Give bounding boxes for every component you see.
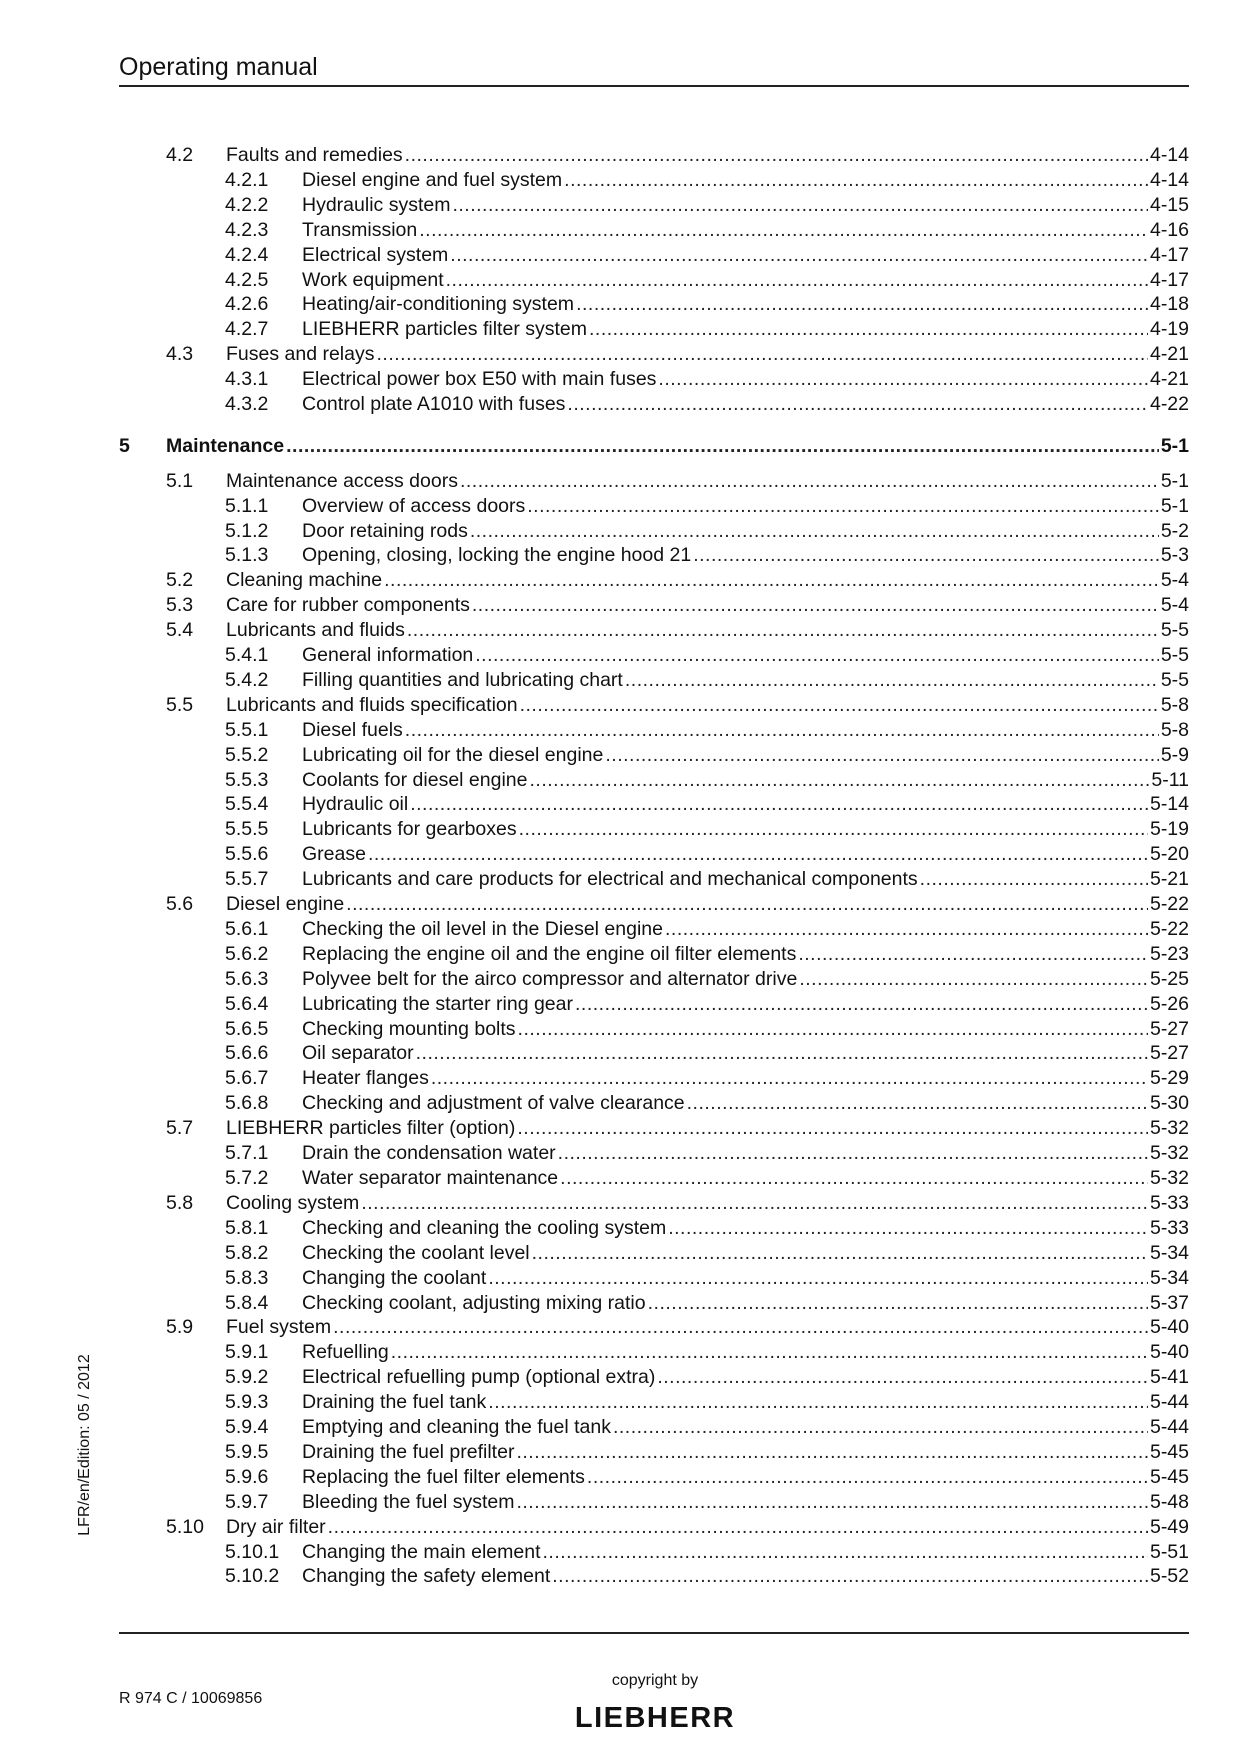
toc-entry-title: Electrical refuelling pump (optional extra) bbox=[302, 1366, 656, 1388]
toc-dot-leader bbox=[589, 317, 1148, 342]
toc-entry-number: 4.3 bbox=[166, 343, 194, 365]
toc-entry-page: 4-14 bbox=[1149, 169, 1189, 191]
toc-dot-leader bbox=[625, 668, 1159, 693]
toc-entry-number: 5.5.4 bbox=[225, 793, 269, 815]
toc-entry bbox=[225, 1390, 1189, 1415]
toc-dot-leader bbox=[286, 434, 1159, 459]
toc-entry-title: Checking the oil level in the Diesel engine bbox=[302, 918, 663, 940]
toc-entry-page: 5-45 bbox=[1149, 1466, 1189, 1488]
toc-entry-page: 5-27 bbox=[1149, 1042, 1189, 1064]
toc-entry-title: Filling quantities and lubricating chart bbox=[302, 669, 623, 691]
toc-dot-leader bbox=[446, 268, 1148, 293]
toc-entry-number: 5.6.7 bbox=[225, 1067, 269, 1089]
toc-entry-page: 5-20 bbox=[1149, 843, 1189, 865]
toc-entry bbox=[225, 1540, 1189, 1565]
toc-dot-leader bbox=[529, 768, 1149, 793]
toc-entry-page: 5-4 bbox=[1160, 569, 1189, 591]
toc-entry-number: 5.1.2 bbox=[225, 520, 269, 542]
toc-dot-leader bbox=[552, 1564, 1148, 1589]
toc-dot-leader bbox=[665, 917, 1148, 942]
toc-dot-leader bbox=[648, 1291, 1148, 1316]
toc-entry-title: Fuel system bbox=[226, 1316, 332, 1338]
toc-entry-title: LIEBHERR particles filter (option) bbox=[226, 1117, 516, 1139]
toc-entry-page: 5-2 bbox=[1160, 520, 1189, 542]
toc-dot-leader bbox=[460, 469, 1159, 494]
toc-entry-page: 5-49 bbox=[1149, 1516, 1189, 1538]
toc-entry bbox=[225, 718, 1189, 743]
copyright-text: copyright by bbox=[611, 1672, 699, 1689]
footer-divider bbox=[119, 1632, 1189, 1634]
toc-entry-page: 5-19 bbox=[1149, 818, 1189, 840]
toc-entry-number: 5.8.3 bbox=[225, 1267, 269, 1289]
toc-entry-number: 5.8.4 bbox=[225, 1292, 269, 1314]
toc-entry-page: 4-17 bbox=[1149, 244, 1189, 266]
toc-entry-number: 5.6 bbox=[166, 893, 194, 915]
toc-entry bbox=[225, 367, 1189, 392]
svg-text:LIEBHERR: LIEBHERR bbox=[574, 1702, 736, 1730]
toc-entry-title: Lubricants and fluids bbox=[226, 619, 405, 641]
toc-dot-leader bbox=[668, 1216, 1148, 1241]
toc-entry bbox=[225, 817, 1189, 842]
toc-dot-leader bbox=[798, 942, 1148, 967]
toc-dot-leader bbox=[416, 1041, 1148, 1066]
toc-entry-title: Checking and adjustment of valve clearance bbox=[302, 1092, 685, 1114]
toc-entry-page: 5-33 bbox=[1149, 1192, 1189, 1214]
toc-dot-leader bbox=[543, 1540, 1148, 1565]
toc-entry-number: 4.2.4 bbox=[225, 244, 269, 266]
toc-dot-leader bbox=[405, 718, 1159, 743]
toc-entry bbox=[166, 618, 1189, 643]
toc-dot-leader bbox=[488, 1266, 1148, 1291]
toc-entry-number: 5.6.1 bbox=[225, 918, 269, 940]
toc-entry-number: 5.10.1 bbox=[225, 1541, 280, 1563]
toc-entry-page: 4-22 bbox=[1149, 393, 1189, 415]
toc-dot-leader bbox=[361, 1191, 1148, 1216]
toc-entry-title: Dry air filter bbox=[226, 1516, 326, 1538]
toc-entry-number: 5.4.1 bbox=[225, 644, 269, 666]
toc-dot-leader bbox=[520, 693, 1159, 718]
toc-entry-title: Maintenance access doors bbox=[226, 470, 458, 492]
toc-dot-leader bbox=[405, 143, 1148, 168]
header-divider bbox=[119, 85, 1189, 87]
toc-entry-page: 5-1 bbox=[1160, 495, 1189, 517]
toc-entry-number: 5.9.2 bbox=[225, 1366, 269, 1388]
toc-entry-number: 5.6.4 bbox=[225, 993, 269, 1015]
toc-entry-page: 5-4 bbox=[1160, 594, 1189, 616]
toc-entry-title: Opening, closing, locking the engine hood 21 bbox=[302, 544, 692, 566]
toc-entry-number: 5.5 bbox=[166, 694, 194, 716]
toc-entry-title: Coolants for diesel engine bbox=[302, 769, 528, 791]
toc-entry bbox=[225, 643, 1189, 668]
toc-dot-leader bbox=[575, 992, 1148, 1017]
toc-entry-title: Transmission bbox=[302, 219, 418, 241]
toc-entry-number: 5.9.4 bbox=[225, 1416, 269, 1438]
toc-entry-number: 5.9.7 bbox=[225, 1491, 269, 1513]
toc-entry-title: Control plate A1010 with fuses bbox=[302, 393, 566, 415]
page-header-title: Operating manual bbox=[119, 53, 318, 81]
toc-entry-title: Grease bbox=[302, 843, 366, 865]
toc-dot-leader bbox=[558, 1141, 1148, 1166]
toc-entry-page: 5-22 bbox=[1149, 893, 1189, 915]
toc-entry bbox=[225, 1066, 1189, 1091]
edition-note: LFR/en/Edition: 05 / 2012 bbox=[76, 1354, 93, 1536]
toc-entry-title: Electrical system bbox=[302, 244, 449, 266]
toc-entry bbox=[225, 1241, 1189, 1266]
toc-entry bbox=[225, 1415, 1189, 1440]
toc-dot-leader bbox=[431, 1066, 1148, 1091]
toc-entry-page: 5-5 bbox=[1160, 669, 1189, 691]
toc-entry-page: 5-37 bbox=[1149, 1292, 1189, 1314]
toc-entry bbox=[166, 342, 1189, 367]
toc-entry-title: Lubricants and fluids specification bbox=[226, 694, 518, 716]
toc-dot-leader bbox=[328, 1515, 1148, 1540]
toc-entry-number: 5.8 bbox=[166, 1192, 194, 1214]
toc-entry-title: Checking coolant, adjusting mixing ratio bbox=[302, 1292, 646, 1314]
toc-dot-leader bbox=[560, 1166, 1148, 1191]
toc-entry-title: Changing the coolant bbox=[302, 1267, 487, 1289]
toc-entry bbox=[225, 1490, 1189, 1515]
toc-entry bbox=[225, 218, 1189, 243]
toc-entry-number: 5.6.8 bbox=[225, 1092, 269, 1114]
toc-entry-title: Checking mounting bolts bbox=[302, 1018, 516, 1040]
toc-dot-leader bbox=[516, 1440, 1148, 1465]
toc-entry-title: Lubricating oil for the diesel engine bbox=[302, 744, 604, 766]
toc-entry-page: 5-51 bbox=[1149, 1541, 1189, 1563]
toc-entry bbox=[166, 892, 1189, 917]
toc-entry bbox=[225, 992, 1189, 1017]
toc-entry-title: Door retaining rods bbox=[302, 520, 468, 542]
toc-dot-leader bbox=[799, 967, 1148, 992]
toc-entry-title: Emptying and cleaning the fuel tank bbox=[302, 1416, 611, 1438]
toc-dot-leader bbox=[346, 892, 1148, 917]
toc-entry-title: Heating/air-conditioning system bbox=[302, 293, 575, 315]
toc-entry bbox=[166, 1315, 1189, 1340]
toc-dot-leader bbox=[576, 292, 1148, 317]
toc-entry-title: Oil separator bbox=[302, 1042, 414, 1064]
toc-entry bbox=[225, 494, 1189, 519]
toc-entry bbox=[225, 1340, 1189, 1365]
toc-entry-page: 5-40 bbox=[1149, 1316, 1189, 1338]
toc-entry-title: Fuses and relays bbox=[226, 343, 375, 365]
toc-entry-page: 5-41 bbox=[1149, 1366, 1189, 1388]
toc-dot-leader bbox=[516, 1490, 1148, 1515]
toc-entry-number: 5.4.2 bbox=[225, 669, 269, 691]
toc-entry-title: Lubricants for gearboxes bbox=[302, 818, 517, 840]
toc-entry-number: 5.5.3 bbox=[225, 769, 269, 791]
toc-entry-page: 5-44 bbox=[1149, 1391, 1189, 1413]
toc-entry-title: Replacing the fuel filter elements bbox=[302, 1466, 585, 1488]
toc-entry-page: 4-19 bbox=[1149, 318, 1189, 340]
toc-entry bbox=[225, 1291, 1189, 1316]
toc-entry-page: 5-33 bbox=[1149, 1217, 1189, 1239]
toc-entry-number: 5.7.1 bbox=[225, 1142, 269, 1164]
toc-entry bbox=[166, 1515, 1189, 1540]
toc-entry-title: Lubricating the starter ring gear bbox=[302, 993, 573, 1015]
toc-entry-title: Draining the fuel prefilter bbox=[302, 1441, 515, 1463]
toc-entry bbox=[166, 143, 1189, 168]
toc-dot-leader bbox=[377, 342, 1148, 367]
toc-entry-title: Electrical power box E50 with main fuses bbox=[302, 368, 657, 390]
toc-entry bbox=[225, 392, 1189, 417]
toc-dot-leader bbox=[391, 1340, 1148, 1365]
toc-entry-number: 4.2.3 bbox=[225, 219, 269, 241]
toc-entry bbox=[225, 967, 1189, 992]
toc-entry bbox=[225, 942, 1189, 967]
toc-entry-page: 4-18 bbox=[1149, 293, 1189, 315]
toc-entry-page: 5-32 bbox=[1149, 1142, 1189, 1164]
toc-entry bbox=[225, 917, 1189, 942]
toc-entry-title: Hydraulic oil bbox=[302, 793, 409, 815]
toc-entry-number: 5.5.7 bbox=[225, 868, 269, 890]
toc-entry-number: 5.8.1 bbox=[225, 1217, 269, 1239]
toc-entry-number: 5.1.1 bbox=[225, 495, 269, 517]
toc-entry-number: 5.9.1 bbox=[225, 1341, 269, 1363]
toc-entry-number: 4.2.5 bbox=[225, 269, 269, 291]
toc-entry-title: Refuelling bbox=[302, 1341, 389, 1363]
toc-entry-number: 5.8.2 bbox=[225, 1242, 269, 1264]
toc-entry-number: 5.5.6 bbox=[225, 843, 269, 865]
toc-entry bbox=[225, 1166, 1189, 1191]
toc-entry-page: 5-52 bbox=[1149, 1565, 1189, 1587]
toc-entry-title: Care for rubber components bbox=[226, 594, 470, 616]
toc-dot-leader bbox=[605, 743, 1158, 768]
toc-entry bbox=[225, 768, 1189, 793]
toc-entry bbox=[225, 168, 1189, 193]
toc-entry-title: Cleaning machine bbox=[226, 569, 383, 591]
toc-entry-number: 5.6.3 bbox=[225, 968, 269, 990]
toc-dot-leader bbox=[384, 568, 1159, 593]
toc-entry-number: 5.5.1 bbox=[225, 719, 269, 741]
toc-entry-number: 4.2.1 bbox=[225, 169, 269, 191]
toc-entry bbox=[225, 743, 1189, 768]
toc-entry-page: 5-3 bbox=[1160, 544, 1189, 566]
toc-entry-number: 4.3.2 bbox=[225, 393, 269, 415]
toc-entry-number: 5.1 bbox=[166, 470, 194, 492]
toc-entry-page: 5-1 bbox=[1160, 435, 1189, 457]
toc-entry-title: Hydraulic system bbox=[302, 194, 451, 216]
toc-entry bbox=[225, 1141, 1189, 1166]
toc-entry-title: Work equipment bbox=[302, 269, 444, 291]
toc-entry bbox=[225, 1091, 1189, 1116]
toc-entry-page: 5-14 bbox=[1149, 793, 1189, 815]
toc-entry bbox=[225, 193, 1189, 218]
toc-dot-leader bbox=[488, 1390, 1148, 1415]
toc-dot-leader bbox=[450, 243, 1148, 268]
toc-entry bbox=[166, 693, 1189, 718]
toc-entry-title: Drain the condensation water bbox=[302, 1142, 556, 1164]
toc-entry-title: Changing the main element bbox=[302, 1541, 541, 1563]
toc-entry-title: Diesel engine bbox=[226, 893, 345, 915]
toc-entry-number: 5.7.2 bbox=[225, 1167, 269, 1189]
toc-dot-leader bbox=[567, 392, 1148, 417]
toc-entry-page: 5-34 bbox=[1149, 1242, 1189, 1264]
toc-entry-page: 5-30 bbox=[1149, 1092, 1189, 1114]
toc-entry-page: 5-8 bbox=[1160, 719, 1189, 741]
toc-entry bbox=[225, 1564, 1189, 1589]
toc-entry-number: 5.9.5 bbox=[225, 1441, 269, 1463]
liebherr-logo-icon bbox=[557, 1702, 753, 1730]
toc-entry-title: Draining the fuel tank bbox=[302, 1391, 487, 1413]
toc-entry-title: Checking and cleaning the cooling system bbox=[302, 1217, 667, 1239]
toc-entry bbox=[166, 1116, 1189, 1141]
toc-dot-leader bbox=[410, 792, 1148, 817]
toc-entry-page: 5-48 bbox=[1149, 1491, 1189, 1513]
toc-entry-number: 4.2 bbox=[166, 144, 194, 166]
toc-entry bbox=[225, 543, 1189, 568]
toc-entry-number: 5.9.3 bbox=[225, 1391, 269, 1413]
toc-dot-leader bbox=[333, 1315, 1148, 1340]
toc-entry-title: Diesel engine and fuel system bbox=[302, 169, 563, 191]
toc-dot-leader bbox=[518, 1017, 1148, 1042]
toc-entry-title: Heater flanges bbox=[302, 1067, 429, 1089]
toc-dot-leader bbox=[470, 519, 1159, 544]
toc-entry-number: 5.5.2 bbox=[225, 744, 269, 766]
toc-entry bbox=[225, 792, 1189, 817]
toc-chapter-entry bbox=[119, 434, 1189, 459]
toc-entry-page: 5-23 bbox=[1149, 943, 1189, 965]
toc-entry-page: 5-9 bbox=[1160, 744, 1189, 766]
toc-entry bbox=[225, 867, 1189, 892]
toc-entry-page: 4-14 bbox=[1149, 144, 1189, 166]
toc-entry-page: 5-22 bbox=[1149, 918, 1189, 940]
toc-entry-title: General information bbox=[302, 644, 474, 666]
toc-entry bbox=[225, 292, 1189, 317]
toc-entry bbox=[166, 593, 1189, 618]
toc-dot-leader bbox=[693, 543, 1159, 568]
document-id: R 974 C / 10069856 bbox=[119, 1690, 263, 1707]
toc-dot-leader bbox=[687, 1091, 1148, 1116]
toc-entry bbox=[225, 1465, 1189, 1490]
toc-entry-page: 5-25 bbox=[1149, 968, 1189, 990]
toc-dot-leader bbox=[527, 494, 1159, 519]
toc-entry-number: 5 bbox=[119, 435, 130, 457]
toc-dot-leader bbox=[407, 618, 1159, 643]
toc-entry bbox=[225, 1440, 1189, 1465]
toc-entry-number: 4.2.2 bbox=[225, 194, 269, 216]
toc-entry-number: 5.9.6 bbox=[225, 1466, 269, 1488]
toc-dot-leader bbox=[519, 817, 1148, 842]
toc-entry-title: Lubricants and care products for electrical and mechanical components bbox=[302, 868, 918, 890]
toc-entry bbox=[225, 1365, 1189, 1390]
toc-dot-leader bbox=[475, 643, 1159, 668]
toc-entry-page: 4-17 bbox=[1149, 269, 1189, 291]
toc-entry-number: 5.7 bbox=[166, 1117, 194, 1139]
toc-entry-page: 5-11 bbox=[1151, 769, 1189, 791]
toc-entry-page: 4-21 bbox=[1149, 368, 1189, 390]
toc-dot-leader bbox=[587, 1465, 1148, 1490]
toc-entry-number: 5.5.5 bbox=[225, 818, 269, 840]
toc-dot-leader bbox=[920, 867, 1148, 892]
toc-entry-page: 5-26 bbox=[1149, 993, 1189, 1015]
toc-entry bbox=[225, 668, 1189, 693]
toc-entry-title: Cooling system bbox=[226, 1192, 360, 1214]
toc-dot-leader bbox=[613, 1415, 1148, 1440]
toc-entry-page: 5-40 bbox=[1149, 1341, 1189, 1363]
toc-entry-number: 5.9 bbox=[166, 1316, 194, 1338]
toc-dot-leader bbox=[368, 842, 1148, 867]
toc-entry-title: Checking the coolant level bbox=[302, 1242, 530, 1264]
toc-entry-page: 5-45 bbox=[1149, 1441, 1189, 1463]
toc-entry bbox=[225, 243, 1189, 268]
toc-entry-page: 4-21 bbox=[1149, 343, 1189, 365]
toc-entry-page: 5-5 bbox=[1160, 619, 1189, 641]
toc-entry-title: Polyvee belt for the airco compressor and alternator drive bbox=[302, 968, 798, 990]
toc-entry-number: 5.10.2 bbox=[225, 1565, 280, 1587]
toc-dot-leader bbox=[517, 1116, 1148, 1141]
toc-entry bbox=[225, 842, 1189, 867]
toc-entry bbox=[225, 1041, 1189, 1066]
toc-entry-page: 5-44 bbox=[1149, 1416, 1189, 1438]
toc-entry-number: 5.1.3 bbox=[225, 544, 269, 566]
toc-entry-title: Maintenance bbox=[166, 435, 285, 457]
toc-entry-title: Faults and remedies bbox=[226, 144, 403, 166]
toc-entry-number: 5.6.2 bbox=[225, 943, 269, 965]
toc-entry-title: Bleeding the fuel system bbox=[302, 1491, 515, 1513]
toc-entry-title: Replacing the engine oil and the engine oil filter elements bbox=[302, 943, 797, 965]
toc-entry-page: 5-34 bbox=[1149, 1267, 1189, 1289]
toc-entry-number: 5.6.6 bbox=[225, 1042, 269, 1064]
toc-entry-title: Water separator maintenance bbox=[302, 1167, 559, 1189]
toc-entry-page: 5-27 bbox=[1149, 1018, 1189, 1040]
toc-entry-number: 4.2.6 bbox=[225, 293, 269, 315]
toc-entry-page: 5-5 bbox=[1160, 644, 1189, 666]
toc-dot-leader bbox=[472, 593, 1159, 618]
toc-dot-leader bbox=[532, 1241, 1148, 1266]
toc-entry-number: 5.2 bbox=[166, 569, 194, 591]
toc-entry bbox=[225, 317, 1189, 342]
toc-dot-leader bbox=[452, 193, 1148, 218]
toc-entry bbox=[225, 519, 1189, 544]
toc-dot-leader bbox=[419, 218, 1148, 243]
toc-entry bbox=[225, 1216, 1189, 1241]
toc-entry-page: 5-21 bbox=[1149, 868, 1189, 890]
toc-entry-page: 4-15 bbox=[1149, 194, 1189, 216]
toc-entry bbox=[166, 469, 1189, 494]
toc-entry bbox=[225, 1017, 1189, 1042]
toc-entry-title: Diesel fuels bbox=[302, 719, 403, 741]
toc-entry-number: 5.10 bbox=[166, 1516, 204, 1538]
toc-entry-number: 4.2.7 bbox=[225, 318, 269, 340]
toc-entry-title: LIEBHERR particles filter system bbox=[302, 318, 587, 340]
toc-entry-page: 5-32 bbox=[1149, 1117, 1189, 1139]
toc-dot-leader bbox=[564, 168, 1148, 193]
toc-entry-title: Overview of access doors bbox=[302, 495, 526, 517]
toc-entry bbox=[225, 268, 1189, 293]
toc-entry-page: 5-1 bbox=[1160, 470, 1189, 492]
toc-dot-leader bbox=[657, 1365, 1148, 1390]
toc-entry-number: 5.3 bbox=[166, 594, 194, 616]
toc-entry bbox=[225, 1266, 1189, 1291]
toc-entry-page: 5-29 bbox=[1149, 1067, 1189, 1089]
toc-entry-title: Changing the safety element bbox=[302, 1565, 551, 1587]
toc-entry-page: 5-8 bbox=[1160, 694, 1189, 716]
toc-entry-page: 5-32 bbox=[1149, 1167, 1189, 1189]
toc-entry-number: 5.4 bbox=[166, 619, 194, 641]
toc-entry-page: 4-16 bbox=[1149, 219, 1189, 241]
toc-entry bbox=[166, 568, 1189, 593]
toc-entry-number: 5.6.5 bbox=[225, 1018, 269, 1040]
toc-entry bbox=[166, 1191, 1189, 1216]
toc-entry-number: 4.3.1 bbox=[225, 368, 269, 390]
toc-dot-leader bbox=[658, 367, 1148, 392]
